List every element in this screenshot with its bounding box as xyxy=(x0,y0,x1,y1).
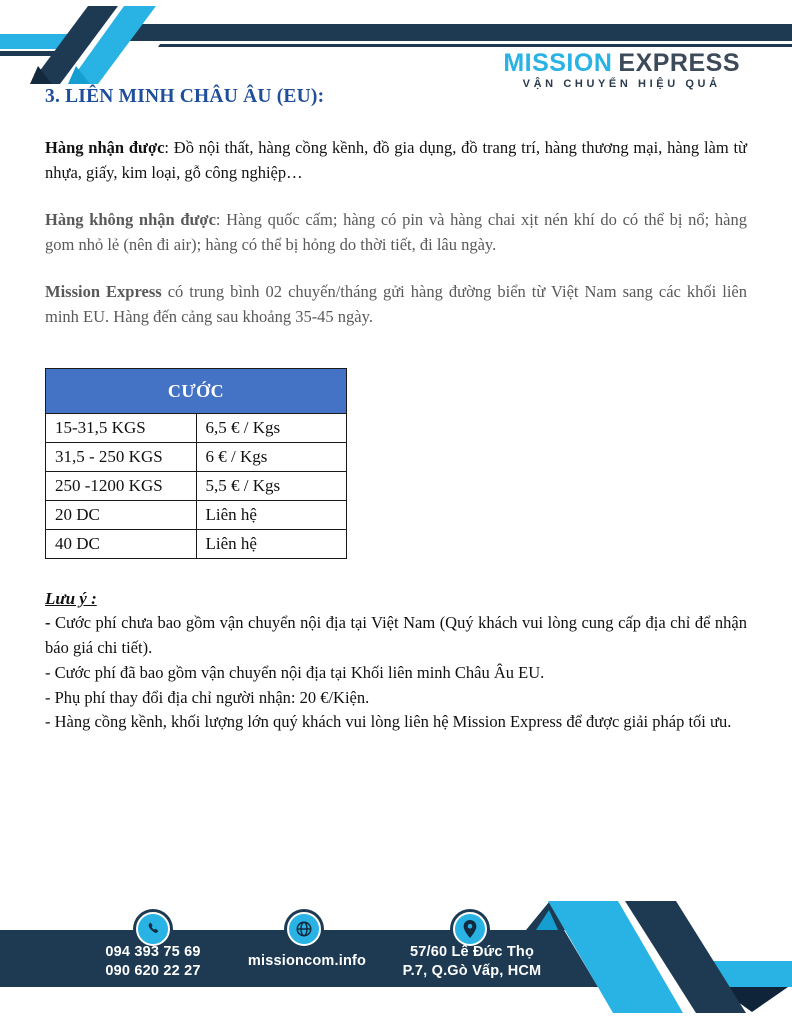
location-badge xyxy=(453,912,487,946)
table-row xyxy=(46,501,347,530)
table-row xyxy=(46,530,347,559)
weight-range-cell: 40 DC xyxy=(46,530,197,559)
globe-icon xyxy=(295,920,313,938)
notes-list xyxy=(45,611,747,735)
table-row xyxy=(46,443,347,472)
brand-name xyxy=(503,50,740,76)
paragraph-rejected-goods xyxy=(45,207,747,257)
website-url[interactable]: missioncom.info xyxy=(247,953,367,969)
weight-range-cell: 20 DC xyxy=(46,501,197,530)
phone-badge xyxy=(136,912,170,946)
paragraph-rejected-goods-text: : Hàng quốc cấm; hàng có pin và hàng chai xịt nén khí do có thể bị nổ; hàng gom nhỏ lẻ (nên đi air); hàng có thể bị hỏng do thời tiết, đi lâu ngày. xyxy=(45,210,748,255)
paragraph-accepted-goods-text: : Đồ nội thất, hàng cồng kềnh, đồ gia dụng, đồ trang trí, hàng thương mại, hàng làm từ nhựa, giấy, kim loại, gỗ công nghiệp… xyxy=(45,138,748,183)
paragraph-schedule-text: có trung bình 02 chuyến/tháng gửi hàng đường biển từ Việt Nam sang các khối liên minh EU. Hàng đến cảng sau khoảng 35-45 ngày. xyxy=(45,282,747,327)
paragraph-schedule xyxy=(45,279,747,329)
brand-logo xyxy=(503,50,740,91)
rate-table-header-row xyxy=(46,369,347,414)
rate-cell: Liên hệ xyxy=(196,501,347,530)
address-line-1: 57/60 Lê Đức Thọ xyxy=(409,944,535,960)
website-text[interactable] xyxy=(222,952,392,971)
rate-cell: Liên hệ xyxy=(196,530,347,559)
phone-numbers xyxy=(78,943,228,981)
website-badge xyxy=(287,912,321,946)
brand-name-mission: MISSION xyxy=(503,49,613,77)
paragraph-accepted-goods xyxy=(45,135,747,185)
note-item: - Hàng cồng kềnh, khối lượng lớn quý khách vui lòng liên hệ Mission Express để được giải pháp tối ưu. xyxy=(45,712,732,732)
table-row xyxy=(46,472,347,501)
note-item: - Phụ phí thay đổi địa chỉ người nhận: 20 €/Kiện. xyxy=(45,687,370,707)
phone-number-1: 094 393 75 69 xyxy=(105,944,201,960)
brand-tagline: VẬN CHUYỂN HIỆU QUẢ xyxy=(522,78,721,91)
section-title: 3. LIÊN MINH CHÂU ÂU (EU): xyxy=(45,86,325,107)
rate-table xyxy=(45,368,347,559)
notes-section xyxy=(45,589,747,735)
rate-cell: 6,5 € / Kgs xyxy=(196,414,347,443)
rate-table-title: CƯỚC xyxy=(46,369,347,414)
table-row xyxy=(46,414,347,443)
rate-cell: 6 € / Kgs xyxy=(196,443,347,472)
phone-icon xyxy=(145,921,162,938)
rate-cell: 5,5 € / Kgs xyxy=(196,472,347,501)
address-text xyxy=(387,943,557,981)
address-line-2: P.7, Q.Gò Vấp, HCM xyxy=(402,963,542,979)
weight-range-cell: 31,5 - 250 KGS xyxy=(46,443,197,472)
phone-number-2: 090 620 22 27 xyxy=(105,963,201,979)
notes-title: Lưu ý : xyxy=(45,589,97,609)
paragraph-accepted-goods-label: Hàng nhận được xyxy=(45,138,165,157)
paragraph-rejected-goods-label: Hàng không nhận được xyxy=(45,210,216,230)
weight-range-cell: 250 -1200 KGS xyxy=(46,472,197,501)
note-item: - Cước phí chưa bao gồm vận chuyển nội địa tại Việt Nam (Quý khách vui lòng cung cấp địa chỉ để nhận báo giá chi tiết). xyxy=(45,613,747,658)
paragraph-schedule-label: Mission Express xyxy=(45,282,162,302)
weight-range-cell: 15-31,5 KGS xyxy=(46,414,197,443)
location-pin-icon xyxy=(463,920,477,938)
document-body xyxy=(45,86,747,735)
brand-name-express: EXPRESS xyxy=(618,49,740,77)
note-item: - Cước phí đã bao gồm vận chuyển nội địa tại Khối liên minh Châu Âu EU. xyxy=(45,662,545,682)
